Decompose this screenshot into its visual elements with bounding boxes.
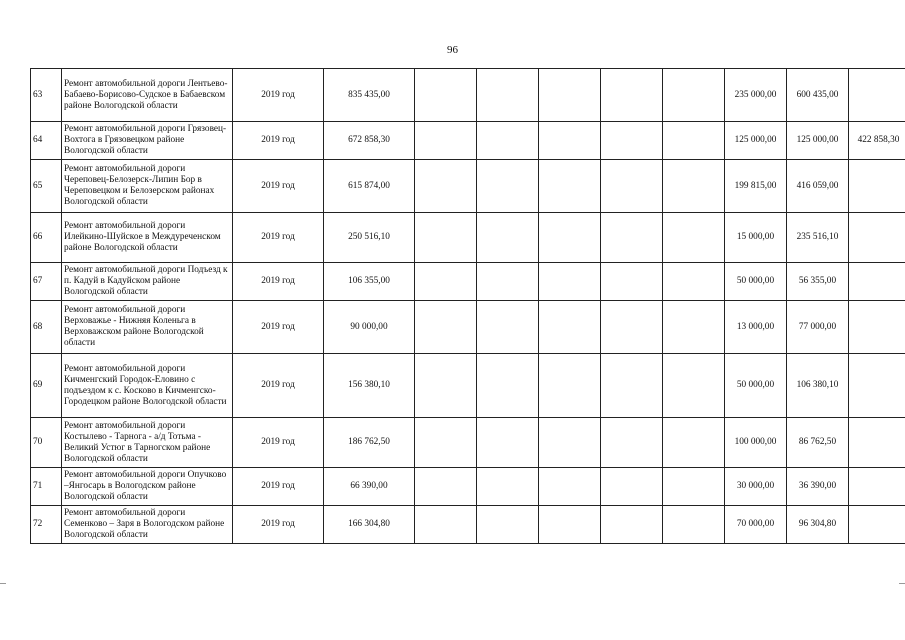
scan-edge-mark-left bbox=[0, 583, 6, 584]
amount-col-3 bbox=[539, 263, 601, 301]
amount-col-4 bbox=[601, 160, 663, 213]
amount-col-3 bbox=[539, 418, 601, 468]
road-name: Ремонт автомобильной дороги Верховажье - Нижняя Коленьга в Верховажском районе Вологодской области bbox=[62, 301, 233, 354]
amount-col-3 bbox=[539, 160, 601, 213]
amount-col-8: 422 858,30 bbox=[849, 122, 905, 160]
table-row bbox=[31, 122, 905, 160]
amount-col-8 bbox=[849, 213, 905, 263]
total-amount: 186 762,50 bbox=[324, 418, 415, 468]
table-row bbox=[31, 354, 905, 418]
scan-edge-mark-right bbox=[899, 583, 905, 584]
table-row bbox=[31, 263, 905, 301]
road-name: Ремонт автомобильной дороги Илейкино-Шуйское в Междуреченском районе Вологодской области bbox=[62, 213, 233, 263]
row-number: 68 bbox=[31, 301, 62, 354]
table-row bbox=[31, 418, 905, 468]
road-name: Ремонт автомобильной дороги Подъезд к п. Кадуй в Кадуйском районе Вологодской области bbox=[62, 263, 233, 301]
amount-col-1 bbox=[415, 160, 477, 213]
amount-col-5 bbox=[663, 506, 725, 544]
total-amount: 835 435,00 bbox=[324, 69, 415, 122]
road-name: Ремонт автомобильной дороги Костылево - Тарнога - а/д Тотьма - Великий Устюг в Тарногском районе Вологодской области bbox=[62, 418, 233, 468]
amount-col-6: 13 000,00 bbox=[725, 301, 787, 354]
amount-col-8 bbox=[849, 263, 905, 301]
row-number: 67 bbox=[31, 263, 62, 301]
year: 2019 год bbox=[233, 418, 324, 468]
amount-col-7: 106 380,10 bbox=[787, 354, 849, 418]
road-name: Ремонт автомобильной дороги Лентьево-Бабаево-Борисово-Судское в Бабаевском районе Вологодской области bbox=[62, 69, 233, 122]
table-row bbox=[31, 301, 905, 354]
page-number: 96 bbox=[447, 44, 458, 56]
amount-col-2 bbox=[477, 160, 539, 213]
amount-col-4 bbox=[601, 301, 663, 354]
amount-col-5 bbox=[663, 468, 725, 506]
amount-col-8 bbox=[849, 506, 905, 544]
row-number: 71 bbox=[31, 468, 62, 506]
amount-col-4 bbox=[601, 506, 663, 544]
amount-col-5 bbox=[663, 301, 725, 354]
amount-col-4 bbox=[601, 418, 663, 468]
amount-col-1 bbox=[415, 69, 477, 122]
amount-col-1 bbox=[415, 354, 477, 418]
year: 2019 год bbox=[233, 122, 324, 160]
amount-col-2 bbox=[477, 418, 539, 468]
year: 2019 год bbox=[233, 213, 324, 263]
amount-col-2 bbox=[477, 69, 539, 122]
row-number: 66 bbox=[31, 213, 62, 263]
amount-col-5 bbox=[663, 213, 725, 263]
amount-col-2 bbox=[477, 506, 539, 544]
amount-col-2 bbox=[477, 468, 539, 506]
total-amount: 106 355,00 bbox=[324, 263, 415, 301]
row-number: 63 bbox=[31, 69, 62, 122]
road-name: Ремонт автомобильной дороги Семенково – Заря в Вологодском районе Вологодской области bbox=[62, 506, 233, 544]
amount-col-7: 56 355,00 bbox=[787, 263, 849, 301]
amount-col-6: 50 000,00 bbox=[725, 354, 787, 418]
amount-col-8 bbox=[849, 468, 905, 506]
total-amount: 90 000,00 bbox=[324, 301, 415, 354]
road-name: Ремонт автомобильной дороги Кичменгский Городок-Еловино с подъездом к с. Косково в Кичменгско-Городецком районе Вологодской области bbox=[62, 354, 233, 418]
total-amount: 166 304,80 bbox=[324, 506, 415, 544]
road-name: Ремонт автомобильной дороги Опучково –Янгосарь в Вологодском районе Вологодской области bbox=[62, 468, 233, 506]
total-amount: 156 380,10 bbox=[324, 354, 415, 418]
amount-col-8 bbox=[849, 69, 905, 122]
amount-col-8 bbox=[849, 160, 905, 213]
amount-col-1 bbox=[415, 301, 477, 354]
amount-col-1 bbox=[415, 122, 477, 160]
amount-col-4 bbox=[601, 468, 663, 506]
amount-col-7: 96 304,80 bbox=[787, 506, 849, 544]
amount-col-6: 50 000,00 bbox=[725, 263, 787, 301]
total-amount: 615 874,00 bbox=[324, 160, 415, 213]
row-number: 69 bbox=[31, 354, 62, 418]
amount-col-4 bbox=[601, 122, 663, 160]
amount-col-1 bbox=[415, 263, 477, 301]
amount-col-1 bbox=[415, 468, 477, 506]
amount-col-4 bbox=[601, 263, 663, 301]
amount-col-7: 77 000,00 bbox=[787, 301, 849, 354]
amount-col-6: 30 000,00 bbox=[725, 468, 787, 506]
table-row bbox=[31, 506, 905, 544]
table-body bbox=[31, 69, 905, 544]
amount-col-6: 125 000,00 bbox=[725, 122, 787, 160]
amount-col-2 bbox=[477, 122, 539, 160]
table-row bbox=[31, 468, 905, 506]
amount-col-5 bbox=[663, 263, 725, 301]
amount-col-2 bbox=[477, 301, 539, 354]
row-number: 70 bbox=[31, 418, 62, 468]
year: 2019 год bbox=[233, 468, 324, 506]
road-name: Ремонт автомобильной дороги Череповец-Белозерск-Липин Бор в Череповецком и Белозерском районах Вологодской области bbox=[62, 160, 233, 213]
road-name: Ремонт автомобильной дороги Грязовец-Вохтога в Грязовецком районе Вологодской области bbox=[62, 122, 233, 160]
amount-col-3 bbox=[539, 301, 601, 354]
total-amount: 250 516,10 bbox=[324, 213, 415, 263]
amount-col-3 bbox=[539, 354, 601, 418]
year: 2019 год bbox=[233, 69, 324, 122]
amount-col-7: 125 000,00 bbox=[787, 122, 849, 160]
year: 2019 год bbox=[233, 354, 324, 418]
amount-col-8 bbox=[849, 301, 905, 354]
amount-col-5 bbox=[663, 69, 725, 122]
amount-col-4 bbox=[601, 213, 663, 263]
amount-col-3 bbox=[539, 468, 601, 506]
row-number: 65 bbox=[31, 160, 62, 213]
year: 2019 год bbox=[233, 506, 324, 544]
amount-col-6: 199 815,00 bbox=[725, 160, 787, 213]
amount-col-5 bbox=[663, 122, 725, 160]
year: 2019 год bbox=[233, 160, 324, 213]
table-row bbox=[31, 213, 905, 263]
amount-col-7: 600 435,00 bbox=[787, 69, 849, 122]
road-repair-table bbox=[30, 68, 905, 544]
amount-col-8 bbox=[849, 354, 905, 418]
amount-col-5 bbox=[663, 160, 725, 213]
total-amount: 66 390,00 bbox=[324, 468, 415, 506]
amount-col-3 bbox=[539, 69, 601, 122]
amount-col-6: 100 000,00 bbox=[725, 418, 787, 468]
amount-col-1 bbox=[415, 506, 477, 544]
amount-col-3 bbox=[539, 122, 601, 160]
row-number: 72 bbox=[31, 506, 62, 544]
amount-col-2 bbox=[477, 354, 539, 418]
table-row bbox=[31, 69, 905, 122]
amount-col-6: 235 000,00 bbox=[725, 69, 787, 122]
total-amount: 672 858,30 bbox=[324, 122, 415, 160]
amount-col-4 bbox=[601, 69, 663, 122]
table-row bbox=[31, 160, 905, 213]
amount-col-3 bbox=[539, 213, 601, 263]
amount-col-6: 15 000,00 bbox=[725, 213, 787, 263]
amount-col-8 bbox=[849, 418, 905, 468]
amount-col-7: 416 059,00 bbox=[787, 160, 849, 213]
amount-col-1 bbox=[415, 213, 477, 263]
year: 2019 год bbox=[233, 263, 324, 301]
amount-col-7: 36 390,00 bbox=[787, 468, 849, 506]
year: 2019 год bbox=[233, 301, 324, 354]
amount-col-1 bbox=[415, 418, 477, 468]
amount-col-7: 86 762,50 bbox=[787, 418, 849, 468]
amount-col-5 bbox=[663, 418, 725, 468]
amount-col-2 bbox=[477, 263, 539, 301]
amount-col-5 bbox=[663, 354, 725, 418]
amount-col-2 bbox=[477, 213, 539, 263]
amount-col-3 bbox=[539, 506, 601, 544]
amount-col-6: 70 000,00 bbox=[725, 506, 787, 544]
amount-col-4 bbox=[601, 354, 663, 418]
row-number: 64 bbox=[31, 122, 62, 160]
amount-col-7: 235 516,10 bbox=[787, 213, 849, 263]
